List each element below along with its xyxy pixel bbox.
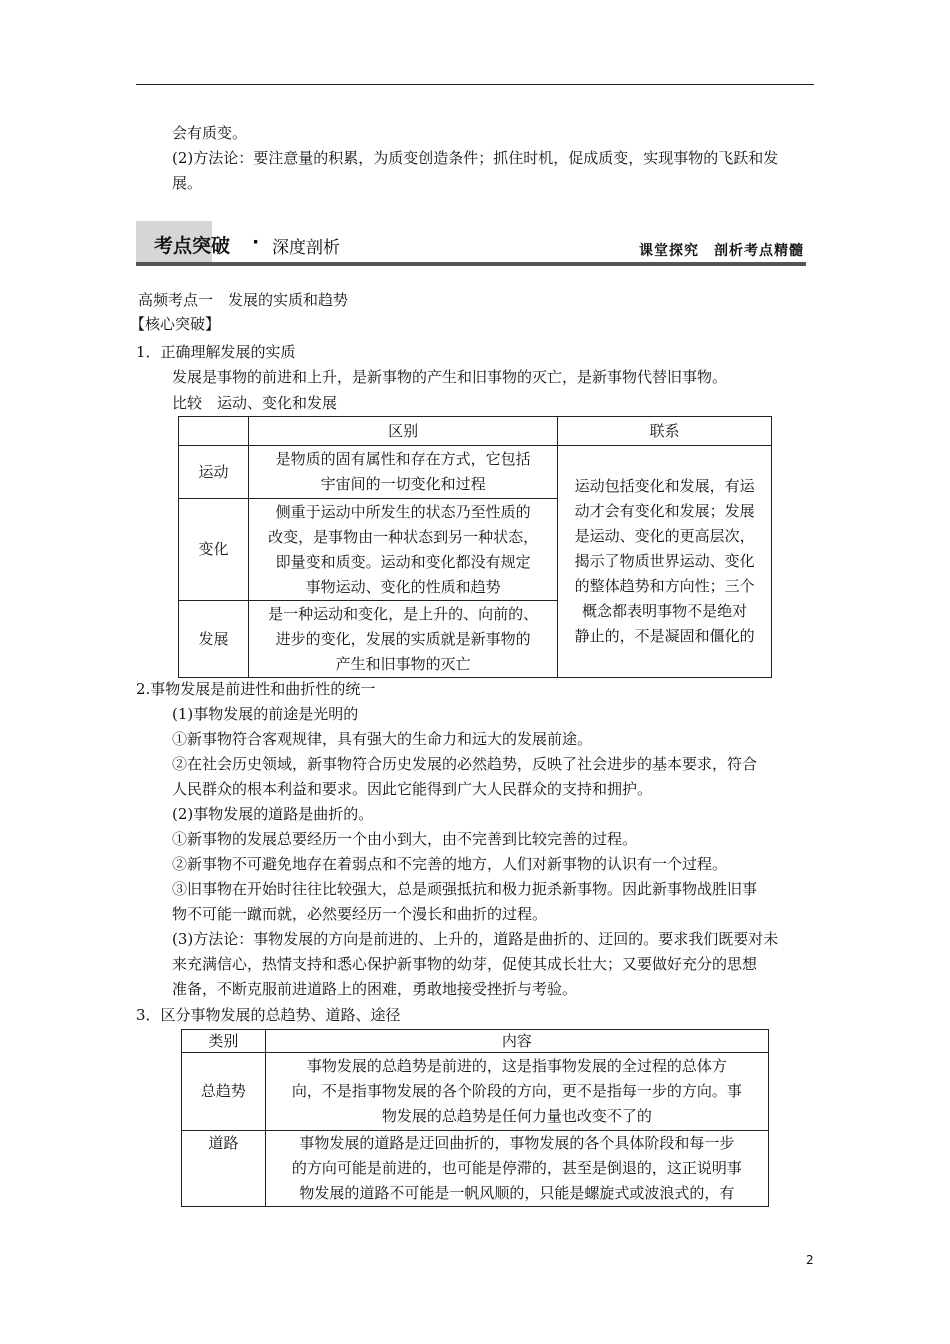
part2-line-1: (1)事物发展的前途是光明的 (172, 705, 359, 723)
table1-row-name: 发展 (179, 601, 249, 678)
table1-diff-line: 侧重于运动中所发生的状态乃至性质的 (275, 502, 531, 521)
table2-content-line: 的方向可能是前进的，也可能是停滞的，甚至是倒退的，这正说明事 (291, 1159, 742, 1177)
table1-header-relation: 联系 (558, 417, 772, 446)
part2-line-8: ③旧事物在开始时往往比较强大，总是顽强抵抗和极力扼杀新事物。因此新事物战胜旧事 (172, 880, 758, 898)
table1-relation-line: 运动包括变化和发展，有运 (574, 477, 755, 495)
core-label: 【核心突破】 (130, 315, 221, 333)
part2-line-10: (3)方法论：事物发展的方向是前进的、上升的，道路是曲折的、迂回的。要求我们既要对未 (172, 930, 779, 948)
table1-diff-line: 即量变和质变。运动和变化都没有规定 (275, 552, 531, 571)
table2-row-content (265, 1131, 768, 1207)
part2-line-5: (2)事物发展的道路是曲折的。 (172, 805, 374, 823)
table1-relation-line: 是运动、变化的更高层次， (574, 527, 755, 545)
table1-relation-line: 揭示了物质世界运动、变化 (574, 552, 755, 570)
banner-title-light: 深度剖析 (272, 238, 340, 258)
intro-line-2: (2)方法论：要注意量的积累，为质变创造条件；抓住时机，促成质变，实现事物的飞跃和发 (172, 149, 779, 167)
table2-content-line: 物发展的道路不可能是一帆风顺的，只能是螺旋式或波浪式的，有 (299, 1184, 735, 1202)
table1-diff-line: 是一种运动和变化，是上升的、向前的、 (268, 604, 539, 623)
table2-row-content (265, 1053, 768, 1131)
banner-title-bold: 考点突破 (154, 235, 231, 257)
table2-content-line: 事物发展的总趋势是前进的，这是指事物发展的全过程的总体方 (306, 1057, 727, 1075)
part2-line-7: ②新事物不可避免地存在着弱点和不完善的地方，人们对新事物的认识有一个过程。 (172, 855, 728, 873)
table1-diff-line: 产生和旧事物的灭亡 (335, 654, 471, 673)
banner-subtitle: 课堂探究 剖析考点精髓 (639, 243, 804, 259)
table2-content-line: 向，不是指事物发展的各个阶段的方向，更不是指每一步的方向。事 (291, 1082, 742, 1100)
table1-row-name: 运动 (179, 446, 249, 499)
header-rule (136, 84, 814, 85)
table1-diff-line: 改变，是事物由一种状态到另一种状态， (268, 527, 539, 546)
table1-row-diff (248, 446, 557, 499)
table1-diff-line: 是物质的固有属性和存在方式，它包括 (275, 450, 531, 468)
page-number: 2 (806, 1253, 814, 1267)
comparison-table (178, 416, 772, 678)
part2-line-6: ①新事物的发展总要经历一个由小到大，由不完善到比较完善的过程。 (172, 830, 638, 848)
part2-line-9: 物不可能一蹴而就，必然要经历一个漫长和曲折的过程。 (172, 905, 548, 923)
banner-bar (136, 262, 806, 266)
trend-table (181, 1029, 769, 1207)
table1-row-name: 变化 (179, 499, 249, 601)
part2-line-3: ②在社会历史领域，新事物符合历史发展的必然趋势，反映了社会进步的基本要求，符合 (172, 755, 758, 773)
part2-line-2: ①新事物符合客观规律，具有强大的生命力和远大的发展前途。 (172, 730, 593, 748)
table1-header-diff: 区别 (248, 417, 557, 446)
intro-line-3: 展。 (172, 174, 203, 192)
section-title: 高频考点一 发展的实质和趋势 (138, 291, 349, 309)
banner-dot: · (252, 231, 260, 253)
part2-line-4: 人民群众的根本利益和要求。因此它能得到广大人民群众的支持和拥护。 (172, 780, 653, 798)
p1-heading: 1．正确理解发展的实质 (136, 343, 296, 361)
compare-title: 比较 运动、变化和发展 (172, 394, 338, 412)
p1-text: 发展是事物的前进和上升，是新事物的产生和旧事物的灭亡，是新事物代替旧事物。 (172, 368, 728, 386)
table1-relation-line: 动才会有变化和发展；发展 (574, 502, 755, 520)
table2-content-line: 物发展的总趋势是任何力量也改变不了的 (381, 1107, 652, 1125)
table2-row-name: 道路 (182, 1131, 266, 1207)
table1-diff-line: 事物运动、变化的性质和趋势 (305, 577, 501, 596)
table1-row-diff (248, 601, 557, 678)
table1-relation-line: 的整体趋势和方向性；三个 (574, 577, 755, 595)
table2-header-category: 类别 (182, 1030, 266, 1053)
table2-row-name: 总趋势 (182, 1053, 266, 1131)
table2-header-content: 内容 (265, 1030, 768, 1053)
part2-heading: 2.事物发展是前进性和曲折性的统一 (136, 680, 376, 698)
table1-row-diff (248, 499, 557, 601)
table1-relation-cell (558, 446, 772, 678)
part2-line-12: 准备，不断克服前进道路上的困难，勇敢地接受挫折与考验。 (172, 980, 578, 998)
part2-line-11: 来充满信心，热情支持和悉心保护新事物的幼芽，促使其成长壮大；又要做好充分的思想 (172, 955, 758, 973)
table2-content-line: 事物发展的道路是迂回曲折的，事物发展的各个具体阶段和每一步 (299, 1134, 735, 1152)
table1-header-blank (179, 417, 249, 446)
section-banner (136, 221, 806, 267)
table1-relation-line: 静止的，不是凝固和僵化的 (574, 627, 755, 645)
table1-diff-line: 宇宙间的一切变化和过程 (320, 475, 486, 493)
table1-diff-line: 进步的变化，发展的实质就是新事物的 (275, 629, 531, 648)
intro-line-1: 会有质变。 (172, 124, 248, 142)
part3-heading: 3．区分事物发展的总趋势、道路、途径 (136, 1006, 401, 1024)
table1-relation-line: 概念都表明事物不是绝对 (582, 602, 748, 620)
